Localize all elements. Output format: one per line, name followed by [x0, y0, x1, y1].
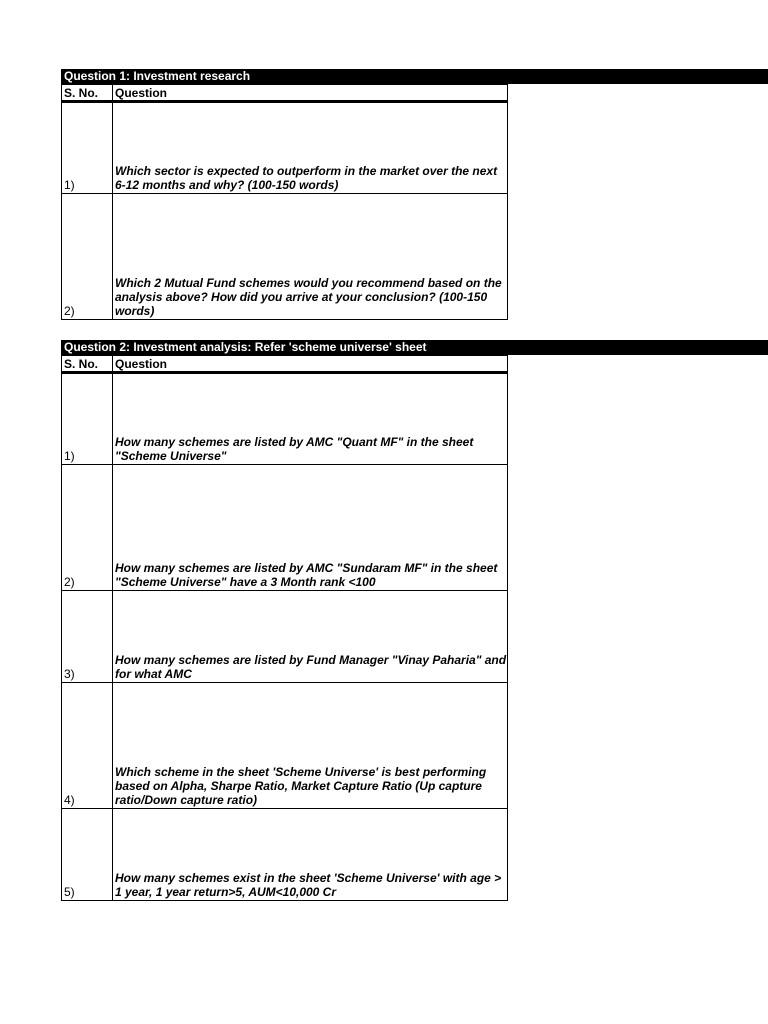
row-number[interactable]: 2)	[62, 194, 113, 320]
table-row	[62, 194, 508, 320]
row-number[interactable]: 1)	[62, 102, 113, 194]
row-number[interactable]: 5)	[62, 809, 113, 901]
question-table	[61, 355, 508, 901]
column-header-sno: S. No.	[62, 85, 113, 102]
question-2-section	[61, 340, 768, 901]
table-row	[62, 465, 508, 591]
question-text[interactable]: Which scheme in the sheet 'Scheme Universe' is best performing based on Alpha, Sharpe Ratio, Market Capture Ratio (Up capture ratio/Down capture ratio)	[113, 683, 508, 809]
table-header-row	[62, 356, 508, 373]
column-header-question: Question	[113, 356, 508, 373]
row-number[interactable]: 3)	[62, 591, 113, 683]
table-row	[62, 683, 508, 809]
question-text[interactable]: Which sector is expected to outperform in the market over the next 6-12 months and why? (100-150 words)	[113, 102, 508, 194]
section-title: Question 1: Investment research	[61, 69, 768, 84]
question-text[interactable]: How many schemes are listed by AMC "Sundaram MF" in the sheet "Scheme Universe" have a 3 Month rank <100	[113, 465, 508, 591]
section-title: Question 2: Investment analysis: Refer 'scheme universe' sheet	[61, 340, 768, 355]
table-header-row	[62, 85, 508, 102]
question-1-section	[61, 69, 768, 320]
question-text[interactable]: How many schemes exist in the sheet 'Scheme Universe' with age > 1 year, 1 year return>5, AUM<10,000 Cr	[113, 809, 508, 901]
table-row	[62, 591, 508, 683]
column-header-sno: S. No.	[62, 356, 113, 373]
row-number[interactable]: 1)	[62, 373, 113, 465]
table-row	[62, 809, 508, 901]
table-row	[62, 102, 508, 194]
question-table	[61, 84, 508, 320]
question-text[interactable]: Which 2 Mutual Fund schemes would you recommend based on the analysis above? How did you arrive at your conclusion? (100-150 words)	[113, 194, 508, 320]
row-number[interactable]: 2)	[62, 465, 113, 591]
question-text[interactable]: How many schemes are listed by Fund Manager "Vinay Paharia" and for what AMC	[113, 591, 508, 683]
row-number[interactable]: 4)	[62, 683, 113, 809]
table-row	[62, 373, 508, 465]
question-text[interactable]: How many schemes are listed by AMC "Quant MF" in the sheet "Scheme Universe"	[113, 373, 508, 465]
column-header-question: Question	[113, 85, 508, 102]
